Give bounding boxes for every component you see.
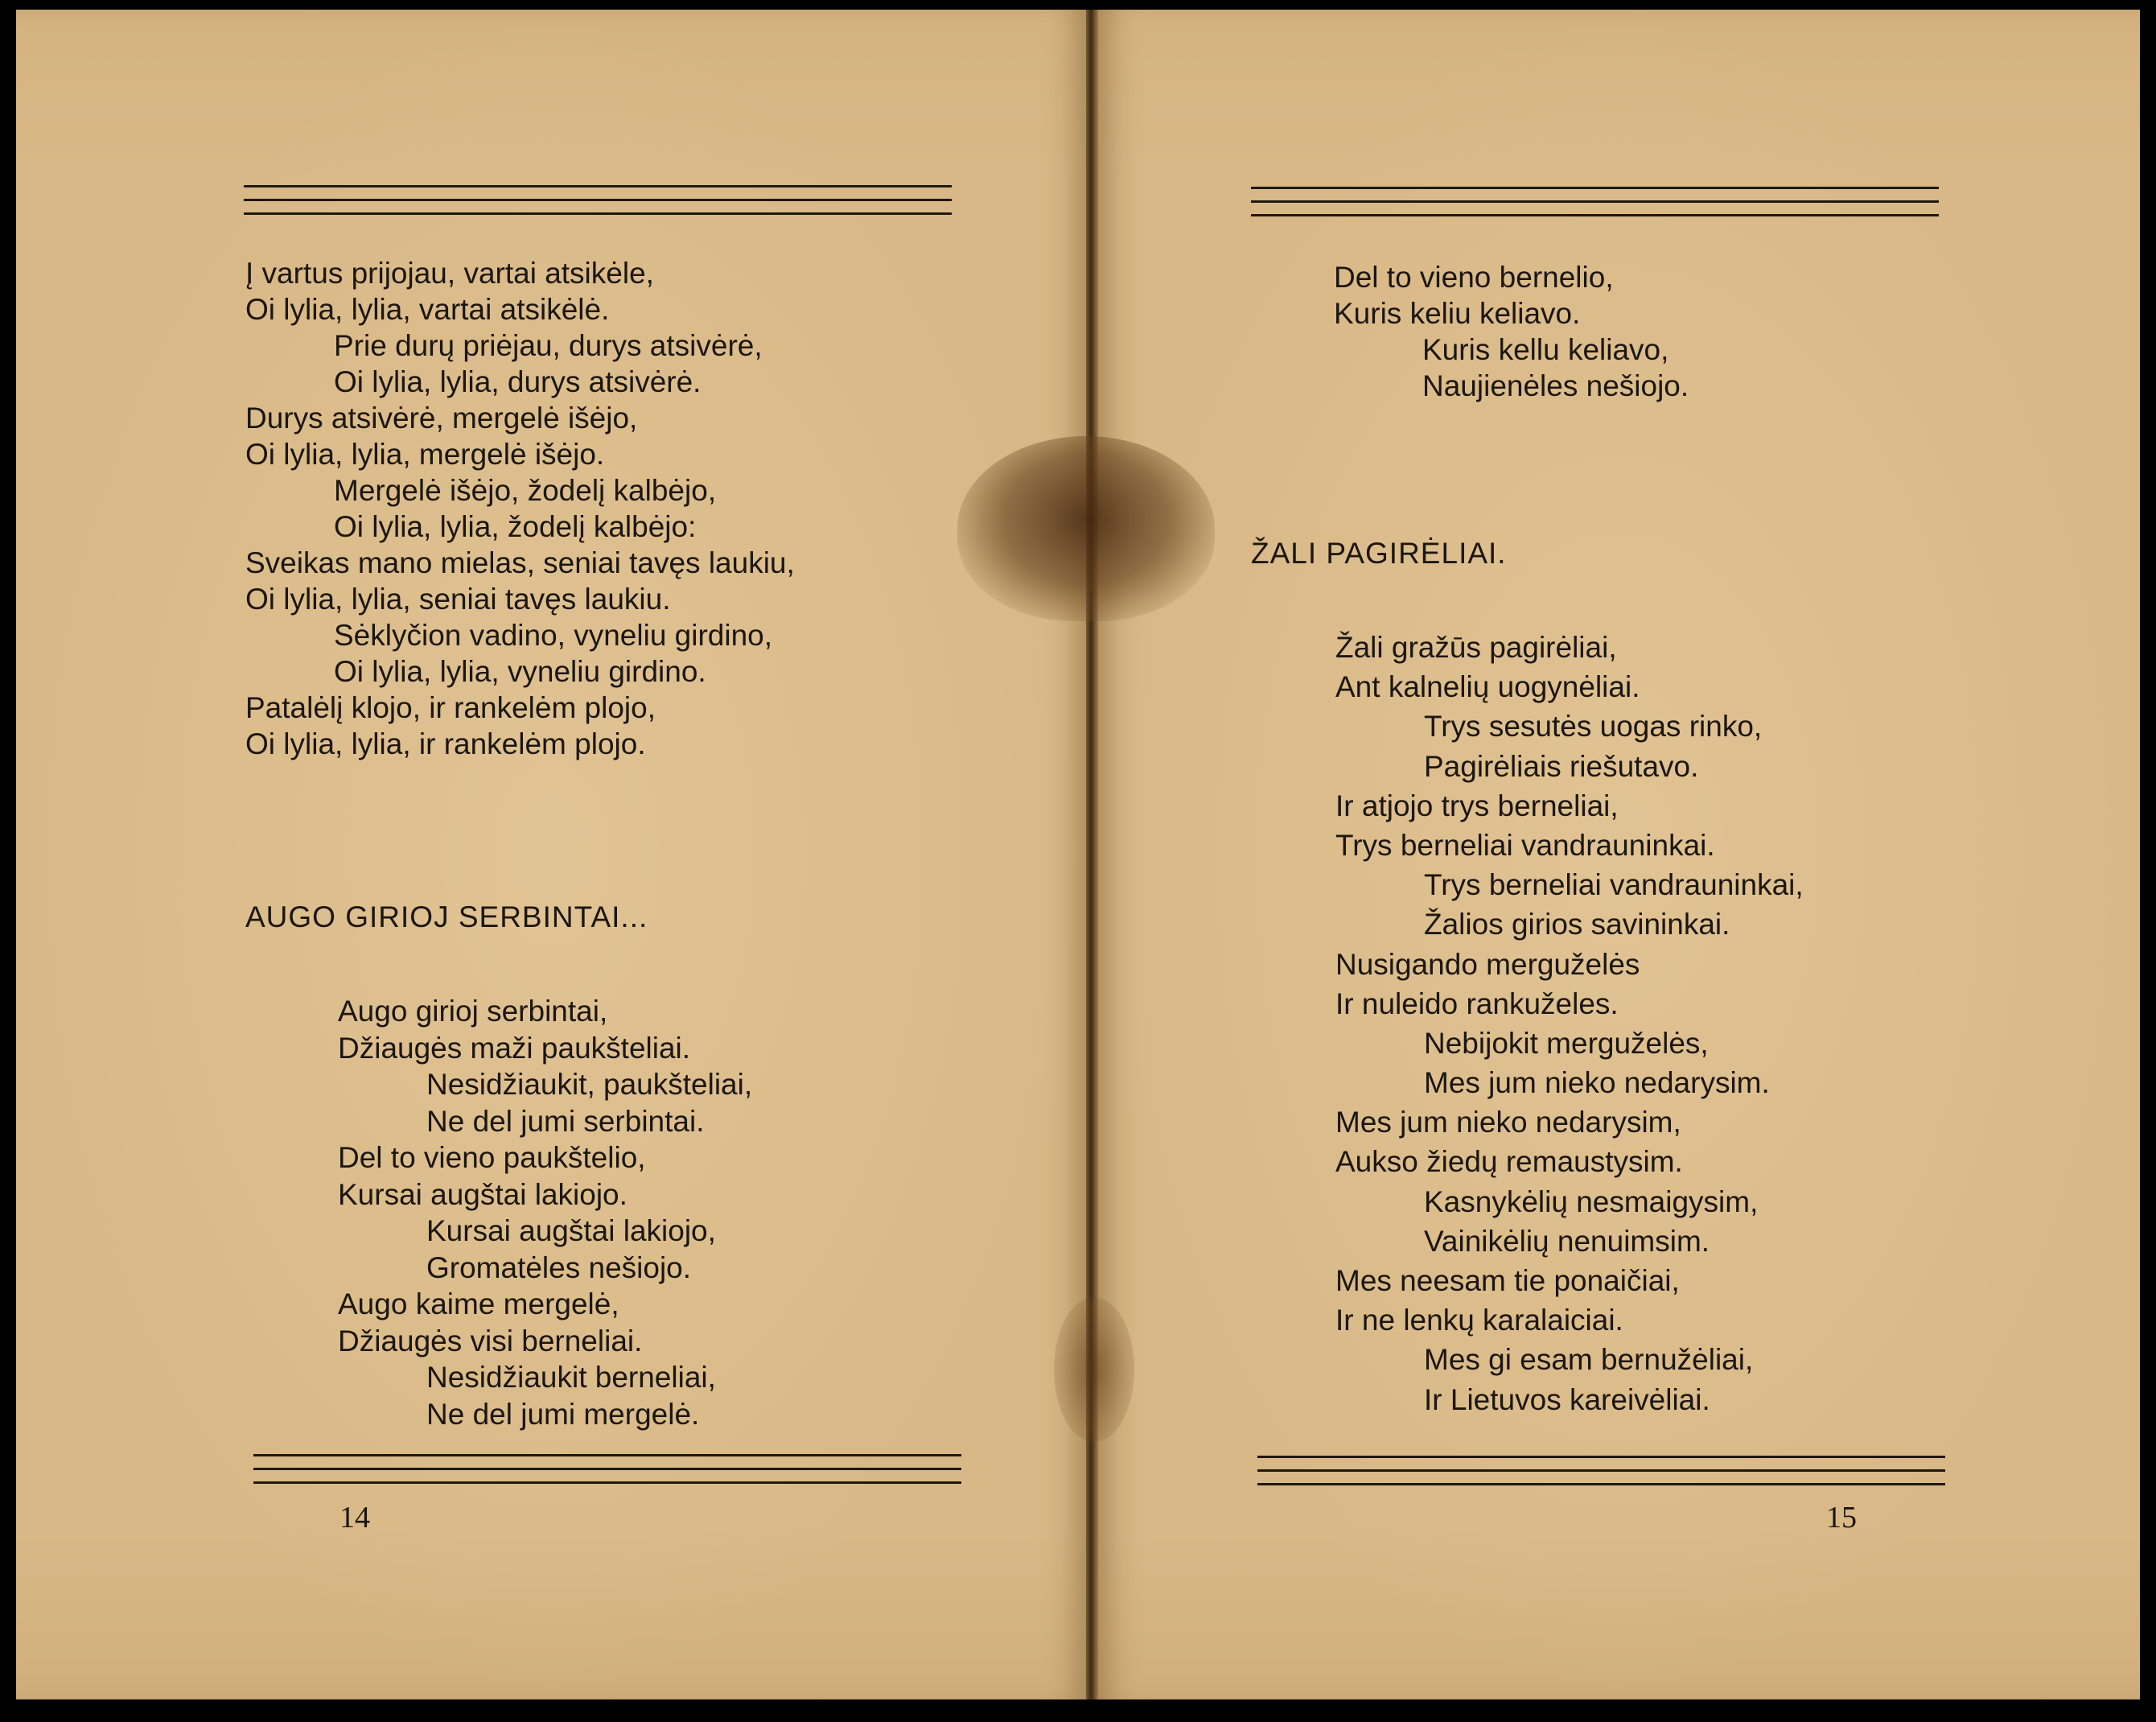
poem-line: Ir Lietuvos kareivėliai.	[1424, 1382, 1710, 1416]
stanza-lines	[338, 993, 752, 1432]
poem-line: Gromatėles nešiojo.	[426, 1250, 692, 1284]
poem-line: Kasnykėlių nesmaigysim,	[1424, 1184, 1759, 1218]
bottom-rule-right	[1257, 1456, 1945, 1497]
poem-line: Žali gražūs pagirėliai,	[1335, 631, 1617, 664]
poem-line: Oi lylia, lylia, durys atsivėrė.	[334, 365, 702, 398]
poem-line: Oi lylia, lylia, žodelį kalbėjo:	[334, 510, 697, 543]
poem-continuation-right	[1334, 259, 1689, 404]
water-stain	[957, 436, 1215, 621]
poem-line: Oi lylia, lylia, seniai tavęs laukiu.	[245, 583, 671, 616]
poem-line: Del to vieno paukštelio,	[338, 1141, 646, 1174]
poem-line: Ir atjojo trys berneliai,	[1335, 789, 1619, 822]
poem-line: Oi lylia, lylia, vartai atsikėlė.	[245, 293, 610, 326]
poem-line: Ir ne lenkų karalaiciai.	[1335, 1304, 1623, 1337]
stanza-lines	[1334, 259, 1689, 404]
poem-line: Mes jum nieko nedarysim,	[1335, 1106, 1681, 1139]
poem-line: Trys berneliai vandrauninkai.	[1335, 828, 1715, 862]
bottom-rule-left	[253, 1454, 961, 1495]
poem-line: Ir nuleido rankuželes.	[1335, 987, 1619, 1020]
poem-line: Oi lylia, lylia, vyneliu girdino.	[334, 655, 706, 688]
poem-title-augo-girioj: AUGO GIRIOJ SERBINTAI...	[245, 900, 648, 933]
poem-line: Mergelė išėjo, žodelį kalbėjo,	[334, 474, 717, 507]
poem-line: Ne del jumi mergelė.	[426, 1397, 700, 1431]
poem-line: Ant kalnelių uogynėliai.	[1335, 670, 1640, 704]
stanza-lines	[1335, 628, 1804, 1419]
poem-line: Kuris keliu keliavo.	[1334, 297, 1581, 330]
page-number-left: 14	[339, 1501, 370, 1535]
poem-title-zali-pagireliai: ŽALI PAGIRĖLIAI.	[1251, 537, 1507, 570]
poem-continuation-left	[245, 255, 795, 762]
poem-line: Kursai augštai lakiojo.	[338, 1177, 627, 1211]
poem-line: Oi lylia, lylia, mergelė išėjo.	[245, 438, 605, 471]
left-page	[16, 10, 1086, 1699]
binding-stain	[1054, 1297, 1134, 1442]
poem-line: Kuris kellu keliavo,	[1422, 333, 1669, 366]
poem-line: Aukso žiedų remaustysim.	[1335, 1145, 1683, 1179]
poem-line: Trys sesutės uogas rinko,	[1424, 710, 1763, 744]
top-rule-left	[244, 185, 952, 226]
poem-line: Nesidžiaukit, paukšteliai,	[426, 1068, 753, 1101]
poem-line: Nusigando merguželės	[1335, 947, 1640, 981]
top-rule-right	[1251, 187, 1939, 228]
poem-line: Džiaugės maži paukšteliai.	[338, 1031, 691, 1065]
poem-line: Naujienėles nešiojo.	[1422, 369, 1689, 402]
poem-line: Kursai augštai lakiojo,	[426, 1214, 716, 1247]
poem-augo-girioj	[338, 993, 752, 1432]
poem-line: Mes gi esam bernužėliai,	[1424, 1343, 1754, 1377]
poem-line: Prie durų priėjau, durys atsivėrė,	[334, 329, 763, 362]
poem-line: Mes jum nieko nedarysim.	[1424, 1066, 1770, 1100]
poem-line: Sėklyčion vadino, vyneliu girdino,	[334, 619, 773, 652]
poem-line: Ne del jumi serbintai.	[426, 1104, 705, 1138]
poem-line: Žalios girios savininkai.	[1424, 908, 1730, 941]
poem-line: Del to vieno bernelio,	[1334, 261, 1614, 294]
stanza-lines	[245, 255, 795, 762]
poem-line: Sveikas mano mielas, seniai tavęs laukiu,	[245, 546, 795, 579]
poem-line: Džiaugės visi berneliai.	[338, 1324, 643, 1357]
open-book	[16, 10, 2140, 1714]
poem-line: Trys berneliai vandrauninkai,	[1424, 868, 1804, 902]
page-number-right: 15	[1826, 1501, 1857, 1535]
poem-line: Durys atsivėrė, mergelė išėjo,	[245, 402, 638, 435]
poem-zali-pagireliai	[1335, 628, 1804, 1419]
poem-line: Oi lylia, lylia, ir rankelėm plojo.	[245, 727, 646, 760]
poem-line: Nebijokit merguželės,	[1424, 1026, 1709, 1060]
poem-line: Į vartus prijojau, vartai atsikėle,	[245, 257, 654, 290]
right-page	[1098, 10, 2140, 1699]
poem-line: Augo kaime mergelė,	[338, 1287, 619, 1320]
poem-line: Nesidžiaukit berneliai,	[426, 1361, 716, 1394]
poem-line: Vainikėlių nenuimsim.	[1424, 1224, 1710, 1258]
book-gutter	[1086, 10, 1098, 1699]
poem-line: Mes neesam tie ponaičiai,	[1335, 1264, 1680, 1297]
poem-line: Patalėlį klojo, ir rankelėm plojo,	[245, 691, 656, 724]
poem-line: Pagirėliais riešutavo.	[1424, 749, 1699, 783]
poem-line: Augo girioj serbintai,	[338, 995, 608, 1028]
